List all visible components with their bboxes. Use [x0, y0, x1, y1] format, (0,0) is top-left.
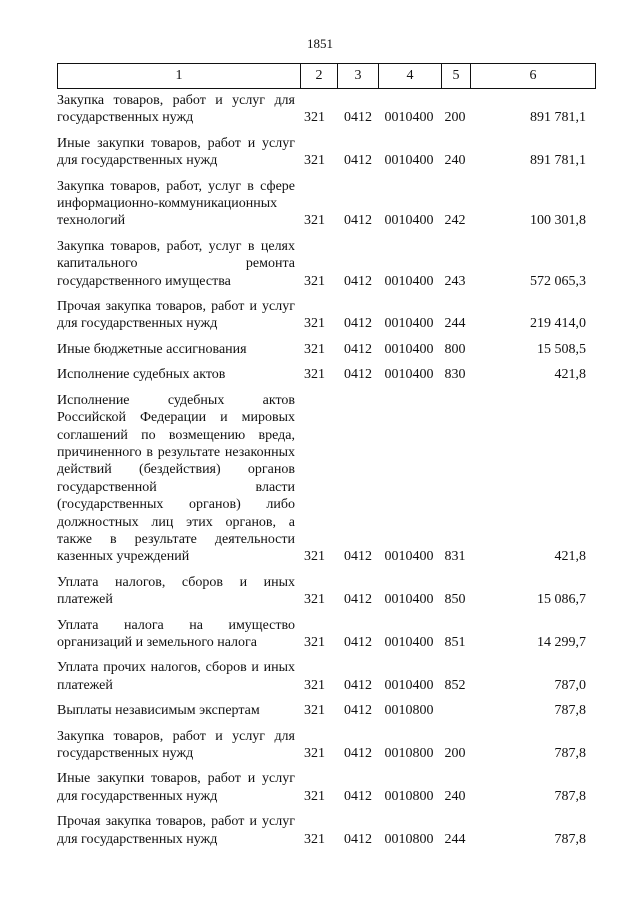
- table-row: [57, 178, 592, 230]
- row-description: Исполнение судебных актов: [57, 367, 226, 383]
- table-row: [57, 392, 592, 566]
- row-ministry-code: 321: [304, 592, 325, 608]
- row-ministry-code: 321: [304, 367, 325, 383]
- row-description: Иные бюджетные ассигнования: [57, 341, 247, 357]
- table-row: [57, 135, 592, 170]
- row-target-article: 0010400: [384, 677, 434, 693]
- row-description: Иные закупки товаров, работ и услуг для государственных нужд: [57, 771, 295, 804]
- row-description: Прочая закупка товаров, работ и услуг для государственных нужд: [57, 299, 295, 332]
- column-header-6: 6: [471, 64, 596, 89]
- row-expense-type: 200: [444, 746, 466, 761]
- row-description: Закупка товаров, работ, услуг в сфере информационно-коммуникационных технологий: [57, 178, 295, 229]
- row-ministry-code: 321: [304, 677, 325, 693]
- row-target-article: 0010800: [384, 703, 434, 719]
- row-section-code: 0412: [344, 213, 372, 229]
- row-ministry-code: 321: [304, 788, 325, 804]
- table-row: [57, 702, 592, 719]
- row-section-code: 0412: [344, 273, 372, 289]
- row-amount: 219 414,0: [530, 316, 586, 332]
- table-row: [57, 574, 592, 609]
- table-row: [57, 92, 592, 127]
- row-target-article: 0010400: [384, 341, 434, 357]
- row-ministry-code: 321: [304, 703, 325, 719]
- table-row: [57, 341, 592, 358]
- row-ministry-code: 321: [304, 634, 325, 650]
- row-target-article: 0010400: [384, 153, 434, 169]
- row-ministry-code: 321: [304, 153, 325, 169]
- row-target-article: 0010800: [384, 831, 434, 847]
- row-amount: 891 781,1: [530, 110, 586, 126]
- row-target-article: 0010400: [384, 367, 434, 383]
- row-section-code: 0412: [344, 592, 372, 608]
- row-expense-type: 244: [444, 831, 466, 847]
- row-amount: 421,8: [554, 549, 586, 565]
- row-section-code: 0412: [344, 153, 372, 169]
- column-header-1: 1: [58, 64, 301, 89]
- table-row: [57, 728, 592, 763]
- row-amount: 100 301,8: [530, 213, 586, 229]
- row-section-code: 0412: [344, 746, 372, 761]
- row-section-code: 0412: [344, 634, 372, 650]
- row-description: Закупка товаров, работ и услуг для государственных нужд: [57, 93, 295, 126]
- row-expense-type: 800: [444, 341, 466, 357]
- row-amount: 421,8: [554, 367, 586, 383]
- row-target-article: 0010400: [384, 316, 434, 332]
- row-section-code: 0412: [344, 367, 372, 383]
- row-amount: 787,8: [554, 746, 586, 761]
- row-description: Уплата налога на имущество организаций и земельного налога: [57, 617, 295, 650]
- column-header-row: [58, 64, 596, 89]
- row-amount: 15 086,7: [537, 592, 586, 608]
- column-header-2: 2: [301, 64, 338, 89]
- row-amount: 787,0: [554, 677, 586, 693]
- row-amount: 14 299,7: [537, 634, 586, 650]
- row-target-article: 0010400: [384, 549, 434, 565]
- budget-table-body: [57, 92, 592, 856]
- column-header-4: 4: [379, 64, 442, 89]
- row-amount: 572 065,3: [530, 273, 586, 289]
- row-description: Выплаты независимым экспертам: [57, 703, 260, 719]
- row-description: Иные закупки товаров, работ и услуг для государственных нужд: [57, 135, 295, 169]
- row-ministry-code: 321: [304, 831, 325, 847]
- row-expense-type: 831: [444, 549, 466, 565]
- row-target-article: 0010800: [384, 788, 434, 804]
- table-row: [57, 298, 592, 333]
- row-description: Закупка товаров, работ, услуг в целях капитального ремонта государственного имущества: [57, 238, 295, 289]
- row-section-code: 0412: [344, 831, 372, 847]
- row-target-article: 0010800: [384, 746, 434, 761]
- row-section-code: 0412: [344, 677, 372, 693]
- row-target-article: 0010400: [384, 634, 434, 650]
- row-description: Прочая закупка товаров, работ и услуг для государственных нужд: [57, 814, 295, 847]
- row-section-code: 0412: [344, 703, 372, 719]
- table-row: [57, 617, 592, 652]
- row-section-code: 0412: [344, 788, 372, 804]
- row-target-article: 0010400: [384, 110, 434, 126]
- row-expense-type: 244: [444, 316, 466, 332]
- row-amount: 787,8: [554, 703, 586, 719]
- row-section-code: 0412: [344, 110, 372, 126]
- page-number: 1851: [307, 36, 333, 51]
- row-expense-type: 242: [444, 213, 466, 229]
- row-ministry-code: 321: [304, 213, 325, 229]
- row-expense-type: 851: [444, 634, 466, 650]
- row-ministry-code: 321: [304, 549, 325, 565]
- row-ministry-code: 321: [304, 341, 325, 357]
- row-expense-type: 852: [444, 677, 466, 693]
- row-description: Закупка товаров, работ и услуг для государственных нужд: [57, 728, 295, 761]
- column-header-3: 3: [338, 64, 379, 89]
- row-target-article: 0010400: [384, 592, 434, 608]
- table-row: [57, 659, 592, 694]
- row-expense-type: 200: [444, 110, 466, 126]
- row-description: Уплата прочих налогов, сборов и иных платежей: [57, 660, 295, 693]
- row-expense-type: 240: [444, 788, 466, 804]
- row-amount: 787,8: [554, 831, 586, 847]
- row-expense-type: 243: [444, 273, 466, 289]
- row-amount: 787,8: [554, 788, 586, 804]
- row-ministry-code: 321: [304, 316, 325, 332]
- row-description: Исполнение судебных актов Российской Федерации и мировых соглашений по возмещению вреда, причиненного в результате незаконных действий (бездействия) органов государственной власти (государственных органов) либо должностных лиц этих органов, а также в результате деятельности казенных учреждений: [57, 392, 295, 565]
- table-row: [57, 770, 592, 805]
- row-description: Уплата налогов, сборов и иных платежей: [57, 574, 295, 608]
- row-target-article: 0010400: [384, 213, 434, 229]
- row-section-code: 0412: [344, 341, 372, 357]
- row-target-article: 0010400: [384, 273, 434, 289]
- row-amount: 891 781,1: [530, 153, 586, 169]
- row-ministry-code: 321: [304, 746, 325, 761]
- table-row: [57, 238, 592, 290]
- row-expense-type: 240: [444, 153, 466, 169]
- row-ministry-code: 321: [304, 273, 325, 289]
- table-row: [57, 813, 592, 848]
- row-section-code: 0412: [344, 549, 372, 565]
- row-section-code: 0412: [344, 316, 372, 332]
- table-row: [57, 366, 592, 383]
- row-expense-type: 830: [444, 367, 466, 383]
- row-expense-type: 850: [444, 592, 466, 608]
- row-ministry-code: 321: [304, 110, 325, 126]
- column-header-5: 5: [442, 64, 471, 89]
- row-amount: 15 508,5: [537, 341, 586, 357]
- column-header-table: [57, 63, 596, 89]
